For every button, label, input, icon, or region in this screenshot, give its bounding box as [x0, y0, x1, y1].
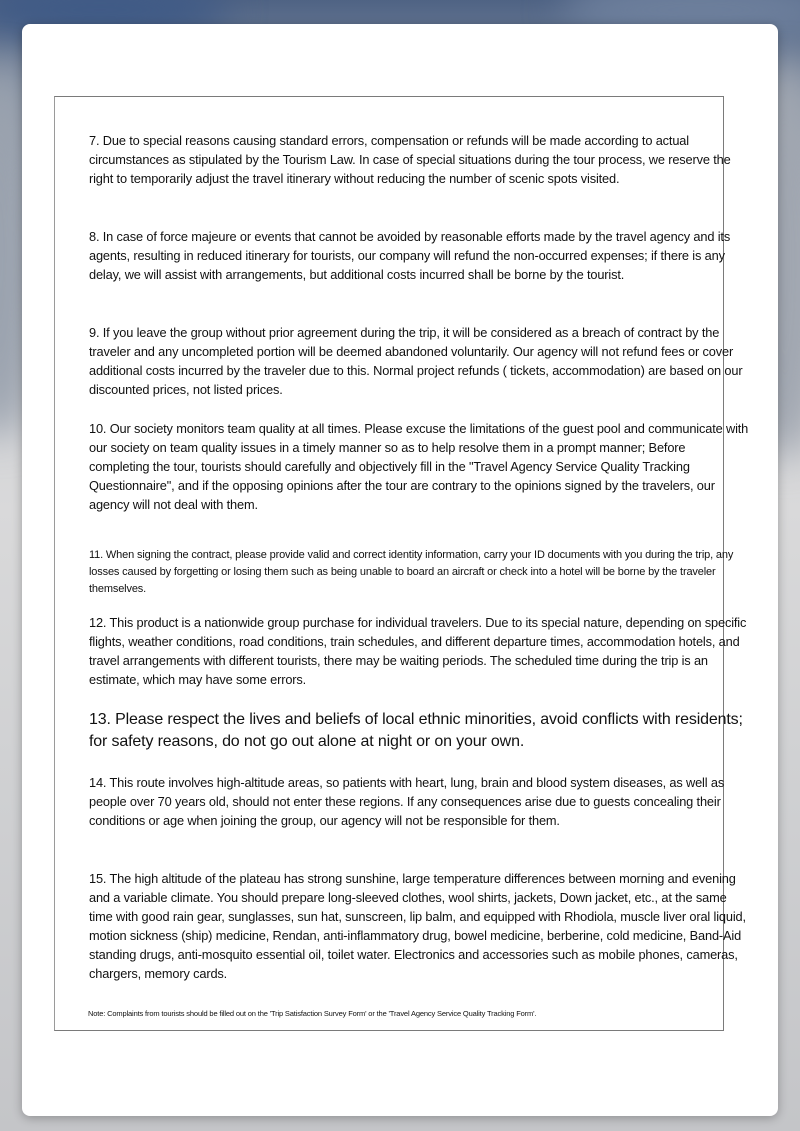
document-page — [22, 24, 778, 1116]
clause-15: 15. The high altitude of the plateau has strong sunshine, large temperature differences between morning and evening and a variable climate. You should prepare long-sleeved clothes, wool shirts, jackets, Down jacket, etc., at the same time with good rain gear, sunglasses, sun hat, sunscreen, lip balm, and equipped with Rhodiola, muscle liver oral liquid, motion sickness (ship) medicine, Rendan, anti-inflammatory drug, bowel medicine, berberine, cold medicine, Band-Aid standing drugs, anti-mosquito essential oil, toilet water. Electronics and accessories such as mobile phones, cameras, chargers, memory cards. — [89, 871, 746, 981]
clause-9: 9. If you leave the group without prior agreement during the trip, it will be considered as a breach of contract by the traveler and any uncompleted portion will be deemed abandoned voluntarily. Our agency will not refund fees or cover additional costs incurred by the traveler due to this. Normal project refunds ( tickets, accommodation) are based on our discounted prices, not listed prices. — [89, 325, 743, 397]
terms-box — [54, 96, 749, 1031]
clause-10: 10. Our society monitors team quality at all times. Please excuse the limitations of the guest pool and communicate with our society on team quality issues in a timely manner so as to help resolve them in a prompt manner; Before completing the tour, tourists should carefully and objectively fill in the "Travel Agency Service Quality Tracking Questionnaire", and if the opposing opinions after the tour are contrary to the opinions signed by the travelers, our agency will not deal with them. — [89, 421, 749, 512]
clause-13: 13. Please respect the lives and beliefs of local ethnic minorities, avoid conflicts with residents; for safety reasons, do not go out alone at night or on your own. — [89, 711, 743, 750]
clause-7: 7. Due to special reasons causing standard errors, compensation or refunds will be made according to actual circumstances as stipulated by the Tourism Law. In case of special situations during the tour process, we reserve the right to temporarily adjust the travel itinerary without reducing the number of scenic spots visited. — [89, 133, 731, 186]
clause-8: 8. In case of force majeure or events that cannot be avoided by reasonable efforts made by the travel agency and its agents, resulting in reduced itinerary for tourists, our company will refund the non-occurred expenses; if there is any delay, we will assist with arrangements, but additional costs incurred shall be borne by the tourist. — [89, 229, 731, 282]
clause-11: 11. When signing the contract, please provide valid and correct identity information, carry your ID documents with you during the trip, any losses caused by forgetting or losing them such as being unable to board an aircraft or check into a hotel will be borne by the traveler themselves. — [89, 549, 734, 595]
complaint-note: Note: Complaints from tourists should be filled out on the 'Trip Satisfaction Survey Form' or the 'Travel Agency Service Quality Tracking Form'. — [88, 1009, 537, 1018]
clause-14: 14. This route involves high-altitude areas, so patients with heart, lung, brain and blood system diseases, as well as people over 70 years old, should not enter these regions. If any consequences arise due to guests concealing their conditions or age when joining the group, our agency will not be responsible for them. — [89, 775, 725, 828]
clause-12: 12. This product is a nationwide group purchase for individual travelers. Due to its special nature, depending on specific flights, weather conditions, road conditions, train schedules, and different departure times, accommodation hotels, and travel arrangements with different tourists, there may be waiting periods. The scheduled time during the trip is an estimate, which may have some errors. — [89, 615, 747, 687]
